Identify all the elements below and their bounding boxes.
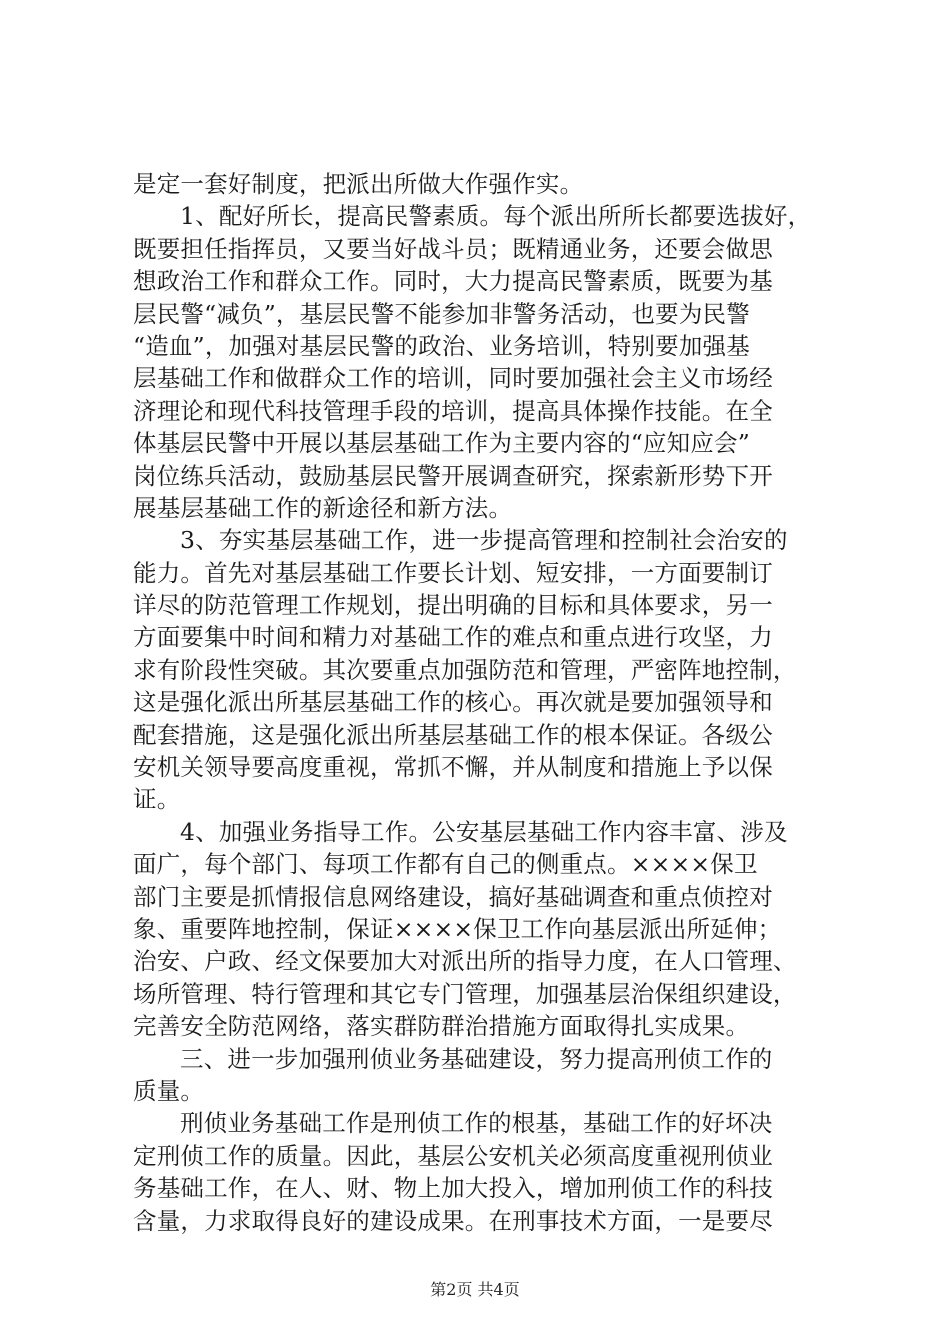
text-line: 部门主要是抓情报信息网络建设，搞好基础调查和重点侦控对 — [133, 882, 773, 911]
text-line: 安机关领导要高度重视，常抓不懈，并从制度和措施上予以保 — [133, 753, 773, 782]
text-line: 是定一套好制度，把派出所做大作强作实。 — [133, 170, 584, 198]
text-line: 刑侦业务基础工作是刑侦工作的根基，基础工作的好坏决 — [180, 1109, 773, 1138]
text-line: 想政治工作和群众工作。同时，大力提高民警素质，既要为基 — [133, 267, 773, 296]
text-line: 完善安全防范网络，落实群防群治措施方面取得扎实成果。 — [133, 1012, 750, 1041]
text-line: 这是强化派出所基层基础工作的核心。再次就是要加强领导和 — [133, 688, 773, 717]
text-line: 场所管理、特行管理和其它专门管理，加强基层治保组织建设， — [133, 979, 797, 1008]
section-heading: 三、进一步加强刑侦业务基础建设，努力提高刑侦工作的 — [180, 1044, 773, 1073]
text-line: 方面要集中时间和精力对基础工作的难点和重点进行攻坚，力 — [133, 623, 773, 652]
text-line: 济理论和现代科技管理手段的培训，提高具体操作技能。在全 — [133, 396, 773, 425]
text-line: 能力。首先对基层基础工作要长计划、短安排，一方面要制订 — [133, 558, 773, 587]
text-line: 展基层基础工作的新途径和新方法。 — [133, 493, 513, 522]
text-line: 既要担任指挥员，又要当好战斗员；既精通业务，还要会做思 — [133, 234, 773, 263]
text-line: 岗位练兵活动，鼓励基层民警开展调查研究，探索新形势下开 — [133, 461, 773, 490]
text-line: 求有阶段性突破。其次要重点加强防范和管理，严密阵地控制， — [133, 655, 797, 684]
text-line: “造血”，加强对基层民警的政治、业务培训，特别要加强基 — [133, 331, 750, 360]
text-line: 配套措施，这是强化派出所基层基础工作的根本保证。各级公 — [133, 720, 773, 749]
text-line: 详尽的防范管理工作规划，提出明确的目标和具体要求，另一 — [133, 591, 773, 620]
text-line: 定刑侦工作的质量。因此，基层公安机关必须高度重视刑侦业 — [133, 1141, 773, 1170]
page-number-footer: 第2页 共4页 — [430, 1280, 520, 1299]
text-line: 层基础工作和做群众工作的培训，同时要加强社会主义市场经 — [133, 364, 773, 393]
text-line: 治安、户政、经文保要加大对派出所的指导力度，在人口管理、 — [133, 947, 797, 976]
text-line: 体基层民警中开展以基层基础工作为主要内容的“应知应会” — [133, 429, 750, 458]
text-line: 面广，每个部门、每项工作都有自己的侧重点。××××保卫 — [133, 850, 758, 879]
text-line: 层民警“减负”，基层民警不能参加非警务活动，也要为民警 — [133, 299, 750, 328]
body-text — [133, 168, 833, 1237]
text-line: 务基础工作，在人、财、物上加大投入，增加刑侦工作的科技 — [133, 1174, 773, 1203]
text-line: 1、配好所长，提高民警素质。每个派出所所长都要选拔好， — [180, 202, 812, 231]
text-line: 证。 — [133, 785, 181, 814]
text-line: 象、重要阵地控制，保证××××保卫工作向基层派出所延伸； — [133, 914, 782, 943]
text-line: 3、夯实基层基础工作，进一步提高管理和控制社会治安的 — [180, 526, 788, 555]
text-line: 含量，力求取得良好的建设成果。在刑事技术方面，一是要尽 — [133, 1206, 773, 1235]
section-heading-continued: 质量。 — [133, 1076, 205, 1105]
text-line: 4、加强业务指导工作。公安基层基础工作内容丰富、涉及 — [180, 817, 788, 846]
